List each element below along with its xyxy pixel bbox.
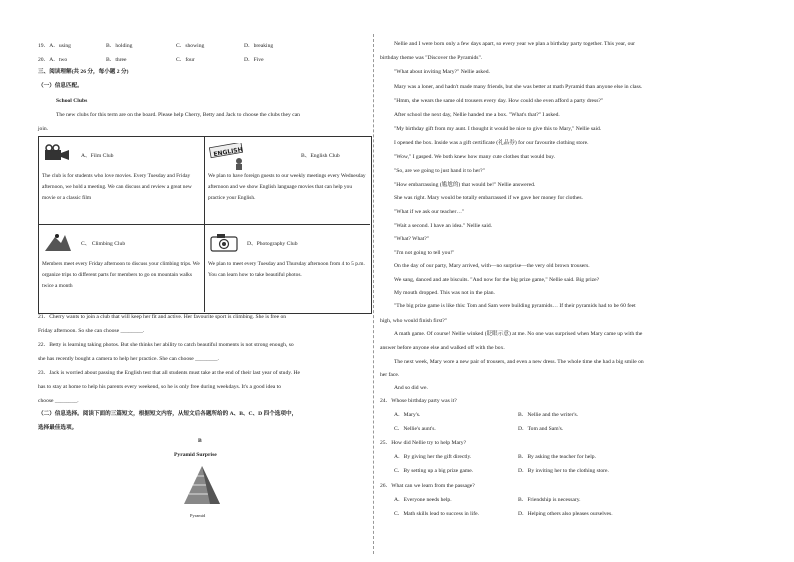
pyramid-illustration [180,464,224,512]
q25-option-b: B．By asking the teacher for help. [518,454,596,460]
climbing-icon [43,231,73,253]
club-cell-photography [205,225,370,312]
q20-option-a: 20．A．two [38,57,68,63]
story-line: We sang, danced and ate biscuits. "And now for the big prize game," Nellie said. Big prize? [394,277,600,283]
club-description: Members meet every Friday afternoon to discuss your climbing trips. We organize trips to different parts for members to go on mountain walks twice a month [42,261,200,289]
q24-option-b: B．Nellie and the writer's. [518,412,579,418]
q26-option-b: B．Friendship is necessary. [518,497,581,503]
q20-option-d: D．Five [244,57,264,63]
q20-option-c: C．four [176,57,195,63]
q25-option-a: A．By giving her the gift directly. [394,454,472,460]
q23-line-3: choose ________. [38,398,79,404]
story-line: answer before anyone else and walked off with the box. [380,345,505,351]
story-line: high, who would finish first?" [380,318,448,324]
story-line: "Wait a second. I have an idea." Nellie said. [394,223,493,229]
story-line: Nellie and I were born only a few days apart, so every year we plan a birthday party together. This year, our [394,41,636,47]
q25-option-d: D．By inviting her to the clothing store. [518,468,609,474]
q19-option-d: D．breaking [244,43,274,49]
story-line: Mary was a loner, and hadn't made many friends, but she was better at math Pyramid than anyone else in class. [394,84,643,90]
q19-option-a: 19．A．using [38,43,71,49]
q26-stem: 26．What can we learn from the passage? [380,483,475,489]
q21-line-2: Friday afternoon. So she can choose ________. [38,328,145,334]
q25-option-c: C．By setting up a big prize game. [394,468,474,474]
q22-line-1: 22．Betty is learning taking photos. But she thinks her ability to catch beautiful moments is not strong enough, so [38,342,294,348]
q19-option-b: B．holding [106,43,133,49]
q19-option-c: C．showing [176,43,205,49]
story-line: "Wow," I gasped. We both knew how many cute clothes that would buy. [394,154,556,160]
q20-option-b: B．three [106,57,127,63]
story-line: her face. [380,372,400,378]
q23-line-1: 23．Jack is worried about passing the English test that all students must take at the end of their last year of study. He [38,370,301,376]
story-line: My mouth dropped. This was not in the plan. [394,290,495,296]
passage-letter: B [198,438,202,444]
film-camera-icon [43,143,71,163]
story-line: "So, are we going to just hand it to her?" [394,168,485,174]
story-line: birthday theme was "Discover the Pyramids". [380,55,483,61]
story-line: "My birthday gift from my aunt. I thought it would be nice to give this to Mary," Nellie said. [394,126,602,132]
story-line: A math game. Of course! Nellie winked (眨眼示意) at me. No one was surprised when Mary came up with the [394,331,643,337]
intro-line-1: The new clubs for this term are on the board. Please help Cherry, Betty and Jack to choose the clubs they can [56,112,300,118]
club-title: D、Photography Club [247,241,298,247]
english-sign-icon [209,143,249,171]
club-cell-climbing [39,225,205,312]
q24-option-a: A．Mary's. [394,412,421,418]
q23-line-2: has to stay at home to help his parents every weekend, so he is only free during weekdays. It's a good idea to [38,384,282,390]
club-title: C、 Climbing Club [81,241,126,247]
story-line: The next week, Mary wore a new pair of trousers, and even a new dress. The whole time she had a big smile on [394,359,644,365]
pyramid-caption: Pyramid [190,513,206,518]
q26-option-d: D．Helping others also pleases ourselves. [518,511,613,517]
club-cell-film [39,137,205,225]
story-line: "How embarrassing (尴尬的) that would be!" Nellie answered. [394,182,536,188]
q24-option-c: C．Nellie's aunt's. [394,426,436,432]
story-line: "What? What?" [394,236,430,242]
column-divider [373,34,374,554]
q21-line-1: 21．Cherry wants to join a club that will keep her fit and active. Her favourite sport is climbing. She is free on [38,314,287,320]
club-title: A、Film Club [81,153,114,159]
club-description: The club is for students who love movies. Every Tuesday and Friday afternoon, we hold a meeting. We can discuss and review a great new movie or a classic film [42,173,192,201]
story-line: After school the next day, Nellie handed me a box. "What's that?" I asked. [394,112,560,118]
camera-icon [209,231,241,253]
story-line: And so did we. [394,385,428,391]
passage-title: Pyramid Surprise [174,452,217,458]
q24-option-d: D．Tom and Sam's. [518,426,564,432]
intro-line-2: join. [38,126,49,132]
clubs-title: School Clubs [56,98,88,104]
story-line: I opened the box. Inside was a gift certificate (礼品券) for our favourite clothing store. [394,140,589,146]
story-line: She was right. Mary would be totally embarrassed if we gave her money for clothes. [394,195,583,201]
q22-line-2: she has recently bought a camera to help her practice. She can choose ________. [38,356,219,362]
section-3-heading: 三、阅读理解(共 26 分，每小题 2 分) [38,69,129,75]
story-line: "Hmm, she wears the same old trousers every day. How could she even afford a party dress?" [394,98,604,104]
q26-option-c: C．Math skills lead to success in life. [394,511,479,517]
part-1-heading: （一）信息匹配。 [38,83,83,89]
svg-text:ENGLISH: ENGLISH [213,146,244,159]
part-2-heading: （二）信息选择。阅读下面的三篇短文，根据短文内容，从短文后各题所给的 A、B、C、D 四个选项中， [38,411,298,417]
story-line: "What if we ask our teacher…" [394,209,465,215]
story-line: "I'm not going to tell you!" [394,250,455,256]
clubs-table [38,136,372,314]
story-line: "What about inviting Mary?" Nellie asked. [394,69,490,75]
q25-stem: 25．How did Nellie try to help Mary? [380,440,467,446]
club-description: We plan to meet every Tuesday and Thursday afternoon from 4 to 5 p.m. You can learn how to take beautiful photos. [208,261,365,278]
q26-option-a: A．Everyone needs help. [394,497,452,503]
club-cell-english [205,137,370,225]
club-title: B、English Club [301,153,340,159]
part-2-heading-cont: 选择最佳选项。 [38,425,78,431]
q24-stem: 24．Whose birthday party was it? [380,398,457,404]
story-line: On the day of our party, Mary arrived, with—no surprise—the very old brown trousers. [394,263,590,269]
story-line: "The big prize game is like this: Tom and Sam were building pyramids… If their pyramids had to be 60 feet [394,303,636,309]
club-description: We plan to have foreign guests to our weekly meetings every Wednesday afternoon and we show English language movies that can help you practice your English. [208,173,366,201]
